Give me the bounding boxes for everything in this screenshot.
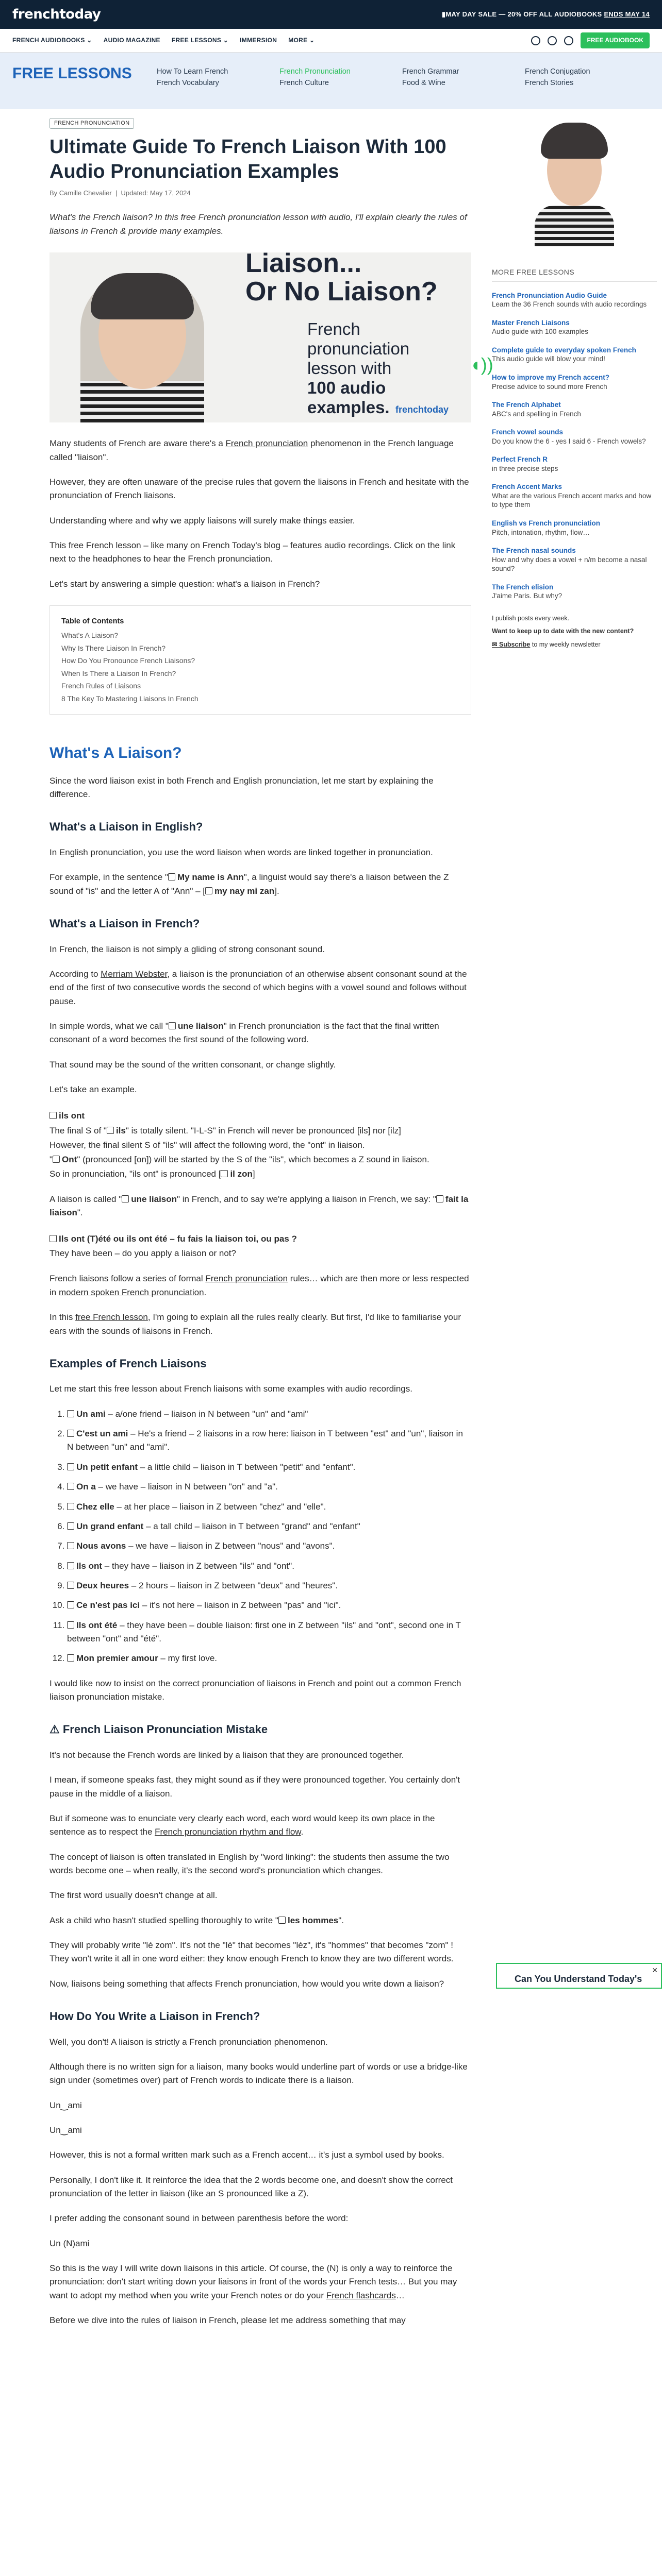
audio-link[interactable]: My name is Ann bbox=[177, 872, 244, 883]
main-nav bbox=[0, 29, 662, 53]
toc-item[interactable]: 8 The Key To Mastering Liaisons In French bbox=[61, 694, 198, 703]
subsection-heading: Examples of French Liaisons bbox=[49, 1357, 207, 1370]
sidebar-item[interactable]: The French Alphabet ABC's and spelling in French bbox=[492, 401, 581, 418]
subscribe-link[interactable]: ✉ Subscribe bbox=[492, 640, 531, 648]
audio-icon[interactable] bbox=[67, 1463, 74, 1470]
author[interactable]: By Camille Chevalier bbox=[49, 189, 112, 197]
paragraph: For example, in the sentence " My name is Ann", a linguist would say there's a liaison between the Z sound of "is" and the letter A of "Ann" – [ my nay mi zan]. bbox=[49, 872, 449, 896]
audio-icon[interactable] bbox=[67, 1410, 74, 1417]
list-item: 8. Ils ont – they have – liaison in Z between "ils" and "ont". bbox=[67, 1560, 471, 1573]
search-icon[interactable] bbox=[531, 36, 540, 45]
nav-immersion[interactable]: IMMERSION bbox=[240, 37, 277, 44]
promo-link[interactable]: ENDS MAY 14 bbox=[604, 10, 650, 18]
paragraph: The first word usually doesn't change at all. bbox=[49, 1890, 218, 1901]
sidebar-item[interactable]: English vs French pronunciation Pitch, intonation, rhythm, flow… bbox=[492, 519, 601, 536]
sidebar-item[interactable]: How to improve my French accent? Precise advice to sound more French bbox=[492, 373, 610, 391]
floating-promo[interactable] bbox=[496, 1963, 662, 1989]
audio-icon[interactable] bbox=[67, 1582, 74, 1589]
paragraph: French liaisons follow a series of formal French pronunciation rules… which are then more or less respected in modern spoken French pronunciation. bbox=[49, 1274, 469, 1297]
paragraph: Un‿ami bbox=[49, 2100, 82, 2110]
sidebar-item[interactable]: Master French Liaisons Audio guide with 100 examples bbox=[492, 318, 588, 336]
paragraph: Un (N)ami bbox=[49, 2238, 90, 2248]
intro: What's the French liaison? In this free French pronunciation lesson with audio, I'll explain clearly the rules of liaisons in French & provide many examples. bbox=[49, 212, 467, 236]
audio-icon[interactable] bbox=[107, 1127, 114, 1134]
floating-promo-text: Can You Understand Today's bbox=[515, 1974, 642, 1984]
paragraph: Let me start this free lesson about French liaisons with some examples with audio recordings. bbox=[49, 1384, 412, 1394]
sidebar-item[interactable]: French Accent Marks What are the various French accent marks and how to type them bbox=[492, 483, 652, 509]
paragraph: So this is the way I will write down liaisons in this article. Of course, the (N) is only a way to reinforce the pronunciation: don't start writing down your liaisons in front of the words your French tests… But you may want to adopt my method when you write your French notes or do your French flashcards… bbox=[49, 2263, 457, 2300]
toc-item[interactable]: When Is There a Liaison In French? bbox=[61, 669, 176, 677]
subsection-heading: What's a Liaison in French? bbox=[49, 917, 200, 930]
newsletter-note: I publish posts every week. Want to keep up to date with the new content? ✉ Subscribe to my weekly newsletter bbox=[492, 614, 634, 648]
audio-link[interactable]: ils ont bbox=[59, 1111, 85, 1121]
lesson-link[interactable]: French Culture bbox=[279, 79, 329, 87]
audio-icon[interactable] bbox=[67, 1601, 74, 1608]
lesson-link[interactable]: French Conjugation bbox=[525, 67, 590, 76]
list-item: 6. Un grand enfant – a tall child – liaison in T between "grand" and "enfant" bbox=[67, 1520, 471, 1533]
paragraph: I prefer adding the consonant sound in between parenthesis before the word: bbox=[49, 2213, 349, 2224]
link-merriam-webster[interactable]: Merriam Webster bbox=[101, 969, 168, 979]
link-flashcards[interactable]: French flashcards bbox=[326, 2290, 396, 2300]
free-audiobook-button[interactable]: FREE AUDIOBOOK bbox=[581, 32, 650, 48]
page-title: Ultimate Guide To French Liaison With 100 Audio Pronunciation Examples bbox=[49, 136, 446, 182]
sidebar-heading: MORE FREE LESSONS bbox=[492, 267, 657, 282]
list-item: 1. Un ami – a/one friend – liaison in N between "un" and "ami" bbox=[67, 1408, 471, 1421]
list-item: 7. Nous avons – we have – liaison in Z between "nous" and "avons". bbox=[67, 1539, 471, 1553]
paragraph: According to Merriam Webster, a liaison is the pronunciation of an otherwise absent consonant sound at the end of the first of two consecutive words the second of which begins with a vowel sound and follows without pause. bbox=[49, 969, 467, 1006]
toc-title: Table of Contents bbox=[61, 617, 124, 625]
list-item: 2. C'est un ami – He's a friend – 2 liaisons in a row here: liaison in T between "est" and "un", liaison in N between "un" and "ami". bbox=[67, 1427, 471, 1454]
paragraph: However, this is not a formal written mark such as a French accent… it's just a symbol used by books. bbox=[49, 2150, 444, 2160]
audio-icon[interactable] bbox=[67, 1522, 74, 1530]
paragraph: In English pronunciation, you use the word liaison when words are linked together in pronunciation. bbox=[49, 848, 433, 858]
close-icon[interactable]: ✕ bbox=[652, 1966, 658, 1974]
paragraph: In this free French lesson, I'm going to explain all the rules really clearly. But first, I'd like to familiarise your ears with the sounds of liaisons in French. bbox=[49, 1312, 461, 1336]
nav-audiobooks[interactable]: FRENCH AUDIOBOOKS ⌄ bbox=[12, 37, 92, 44]
link-french-pronunciation[interactable]: French pronunciation bbox=[225, 438, 308, 449]
hero-image bbox=[49, 248, 493, 422]
help-icon[interactable] bbox=[564, 36, 573, 45]
hero-brand: frenchtoday bbox=[395, 404, 449, 415]
paragraph: The concept of liaison is often translated in English by "word linking": the students then assume the two words become one – when really, it's the second word's pronunciation which changes. bbox=[49, 1852, 450, 1875]
audio-icon[interactable] bbox=[221, 1170, 228, 1177]
audio-icon[interactable] bbox=[67, 1562, 74, 1569]
nav-more[interactable]: MORE ⌄ bbox=[288, 37, 315, 44]
list-item: 11. Ils ont été – they have been – double liaison: first one in Z between "ils" and "ont", second one in T between "ont" and "été". bbox=[67, 1619, 471, 1646]
link[interactable]: modern spoken French pronunciation bbox=[58, 1287, 204, 1297]
list-item: 3. Un petit enfant – a little child – liaison in T between "petit" and "enfant". bbox=[67, 1461, 471, 1474]
paragraph: Well, you don't! A liaison is strictly a French pronunciation phenomenon. bbox=[49, 2037, 328, 2047]
audio-icon[interactable] bbox=[122, 1195, 129, 1202]
example-block: ils ont The final S of " ils" is totally silent. "I-L-S" in French will never be pronounced [ils] nor [ilz] However, the final silent S of "ils" will affect the following word, the "ont" in liaison. " Ont" (pronounced [on]) will be started by the S of the "ils", which becomes a Z sound in liaison. So in pronunciation, "ils ont" is pronounced [ il zon] bbox=[49, 1111, 429, 1179]
audio-link[interactable]: my nay mi zan bbox=[214, 886, 275, 896]
paragraph: I mean, if someone speaks fast, they might sound as if they were pronounced together. You certainly don't pause in the middle of a liaison. bbox=[49, 1775, 460, 1799]
toc-item[interactable]: What's A Liaison? bbox=[61, 631, 119, 640]
audio-icon[interactable] bbox=[67, 1621, 74, 1629]
paragraph: But if someone was to enunciate very clearly each word, each word would keep its own place in the sentence as to respect the French pronunciation rhythm and flow. bbox=[49, 1813, 435, 1837]
account-icon[interactable] bbox=[548, 36, 557, 45]
paragraph: That sound may be the sound of the written consonant, or change slightly. bbox=[49, 1059, 336, 1070]
sidebar-item[interactable]: Perfect French R in three precise steps bbox=[492, 455, 558, 472]
free-lessons-bar bbox=[0, 53, 662, 109]
audio-icon[interactable] bbox=[436, 1195, 443, 1202]
hero-subtitle: French pronunciation lesson with 100 audio examples. bbox=[307, 319, 410, 417]
free-lessons-title: FREE LESSONS bbox=[12, 65, 132, 82]
lesson-link-active[interactable]: French Pronunciation bbox=[279, 67, 351, 76]
paragraph: Although there is no written sign for a liaison, many books would underline part of words or use a bridge-like sign under (sometimes over) part of French words to indicate there is a liaison. bbox=[49, 2061, 468, 2086]
list-item: 10. Ce n'est pas ici – it's not here – liaison in Z between "pas" and "ici". bbox=[67, 1599, 471, 1612]
list-item: 4. On a – we have – liaison in N between "on" and "a". bbox=[67, 1480, 471, 1494]
subsection-heading: ⚠ French Liaison Pronunciation Mistake bbox=[49, 1723, 268, 1736]
audio-icon[interactable] bbox=[169, 1022, 176, 1029]
hero-title: Liaison... Or No Liaison? bbox=[245, 248, 438, 307]
sidebar bbox=[492, 109, 657, 2327]
nav-free-lessons[interactable]: FREE LESSONS ⌄ bbox=[171, 37, 229, 44]
audio-icon[interactable] bbox=[49, 1112, 57, 1119]
lesson-link[interactable]: Food & Wine bbox=[402, 79, 445, 87]
paragraph: They will probably write "lé zom". It's not the "lé" that becomes "léz", it's "hommes" that becomes "zom" ! They won't write it all in one word either: they know enough French to know they are two different words. bbox=[49, 1940, 454, 1964]
audio-link[interactable]: une liaison bbox=[177, 1021, 224, 1031]
audio-icon[interactable] bbox=[67, 1430, 74, 1437]
sidebar-item[interactable]: The French elision J'aime Paris. But why? bbox=[492, 583, 562, 600]
lesson-link[interactable]: French Grammar bbox=[402, 67, 459, 76]
paragraph: In simple words, what we call " une liaison" in French pronunciation is the fact that the final written consonant of a word becomes the first sound of the following word. bbox=[49, 1021, 439, 1045]
paragraph: Let's start by answering a simple question: what's a liaison in French? bbox=[49, 579, 320, 589]
paragraph: It's not because the French words are linked by a liaison that they are pronounced together. bbox=[49, 1750, 404, 1760]
list-item: 12. Mon premier amour – my first love. bbox=[67, 1652, 471, 1665]
lesson-link[interactable]: How To Learn French bbox=[157, 67, 228, 76]
audio-icon[interactable] bbox=[67, 1542, 74, 1549]
paragraph: However, they are often unaware of the precise rules that govern the liaisons in French and hesitate with the pronunciation of French liaisons. bbox=[49, 477, 469, 501]
subsection-heading: How Do You Write a Liaison in French? bbox=[49, 2010, 260, 2023]
examples-list bbox=[49, 1408, 471, 1666]
paragraph: Ask a child who hasn't studied spelling thoroughly to write " les hommes". bbox=[49, 1915, 344, 1925]
audio-icon[interactable] bbox=[67, 1654, 74, 1662]
lessons-links bbox=[157, 62, 643, 100]
list-item: 9. Deux heures – 2 hours – liaison in Z between "deux" and "heures". bbox=[67, 1579, 471, 1592]
sidebar-item[interactable]: Complete guide to everyday spoken French This audio guide will blow your mind! bbox=[492, 346, 636, 363]
lesson-link[interactable]: French Vocabulary bbox=[157, 79, 219, 87]
article bbox=[49, 109, 493, 2327]
link[interactable]: French pronunciation bbox=[205, 1274, 288, 1284]
paragraph: Now, liaisons being something that affects French pronunciation, how would you write down a liaison? bbox=[49, 1978, 444, 1989]
example-block: Ils ont (T)été ou ils ont été – fu fais la liaison toi, ou pas ? They have been – do you apply a liaison or not? bbox=[49, 1234, 297, 1259]
sidebar-item[interactable]: French Pronunciation Audio Guide Learn the 36 French sounds with audio recordings bbox=[492, 291, 647, 309]
link-rhythm-flow[interactable]: French pronunciation rhythm and flow bbox=[155, 1827, 301, 1837]
toc-item[interactable]: Why Is There Liaison In French? bbox=[61, 643, 166, 652]
paragraph: Understanding where and why we apply liaisons will surely make things easier. bbox=[49, 515, 355, 526]
updated-date: Updated: May 17, 2024 bbox=[121, 189, 191, 197]
link-free-french-lesson[interactable]: free French lesson bbox=[75, 1312, 148, 1323]
toc-item[interactable]: How Do You Pronounce French Liaisons? bbox=[61, 656, 195, 665]
ear-icon: ◖)) bbox=[470, 354, 493, 376]
promo-banner[interactable]: ▮MAY DAY SALE — 20% OFF ALL AUDIOBOOKS ENDS MAY 14 bbox=[441, 10, 650, 18]
paragraph: A liaison is called " une liaison" in French, and to say we're applying a liaison in French, we say: " fait la liaison". bbox=[49, 1194, 469, 1218]
toc-item[interactable]: French Rules of Liaisons bbox=[61, 682, 141, 690]
audio-icon[interactable] bbox=[53, 1156, 60, 1163]
nav-audio-magazine[interactable]: AUDIO MAGAZINE bbox=[103, 37, 160, 44]
paragraph: I would like now to insist on the correct pronunciation of liaisons in French and point out a common French liaison pronunciation mistake. bbox=[49, 1678, 461, 1702]
audio-icon[interactable] bbox=[168, 873, 175, 880]
lesson-link[interactable]: French Stories bbox=[525, 79, 574, 87]
paragraph: Personally, I don't like it. It reinforce the idea that the 2 words become one, and doesn't show the correct pronunciation of the letter in liaison (like an S pronounced like a Z). bbox=[49, 2175, 453, 2198]
article-meta: By Camille Chevalier | Updated: May 17, 2024 bbox=[49, 189, 191, 197]
paragraph: Since the word liaison exist in both French and English pronunciation, let me start by explaining the difference. bbox=[49, 775, 434, 800]
site-logo[interactable]: frenchtoday bbox=[12, 6, 101, 22]
audio-icon[interactable] bbox=[67, 1483, 74, 1490]
audio-link[interactable]: Ils ont (T)été ou ils ont été – fu fais la liaison toi, ou pas ? bbox=[59, 1234, 297, 1244]
subsection-heading: What's a Liaison in English? bbox=[49, 820, 203, 834]
table-of-contents bbox=[49, 605, 471, 715]
author-photo bbox=[531, 123, 618, 246]
sidebar-item[interactable]: The French nasal sounds How and why does a vowel + n/m become a nasal sound? bbox=[492, 547, 647, 573]
audio-icon[interactable] bbox=[67, 1503, 74, 1510]
section-heading: What's A Liaison? bbox=[49, 744, 182, 762]
sidebar-item[interactable]: French vowel sounds Do you know the 6 - yes I said 6 - French vowels? bbox=[492, 428, 646, 445]
paragraph: Un‿ami bbox=[49, 2125, 82, 2135]
category-tag[interactable]: FRENCH PRONUNCIATION bbox=[49, 118, 134, 129]
paragraph: Let's take an example. bbox=[49, 1084, 137, 1095]
list-item: 5. Chez elle – at her place – liaison in Z between "chez" and "elle". bbox=[67, 1500, 471, 1514]
audio-icon[interactable] bbox=[205, 887, 212, 894]
paragraph: Many students of French are aware there's a French pronunciation phenomenon in the French language called "liaison". bbox=[49, 438, 454, 462]
paragraph: Before we dive into the rules of liaison in French, please let me address something that may bbox=[49, 2315, 406, 2326]
hero-hair bbox=[91, 273, 194, 319]
audio-icon[interactable] bbox=[278, 1917, 286, 1924]
paragraph: This free French lesson – like many on French Today's blog – features audio recordings. Click on the link next to the headphones to hear the French pronunciation. bbox=[49, 540, 456, 564]
top-bar bbox=[0, 0, 662, 29]
paragraph: In French, the liaison is not simply a gliding of strong consonant sound. bbox=[49, 944, 325, 954]
audio-icon[interactable] bbox=[49, 1235, 57, 1242]
